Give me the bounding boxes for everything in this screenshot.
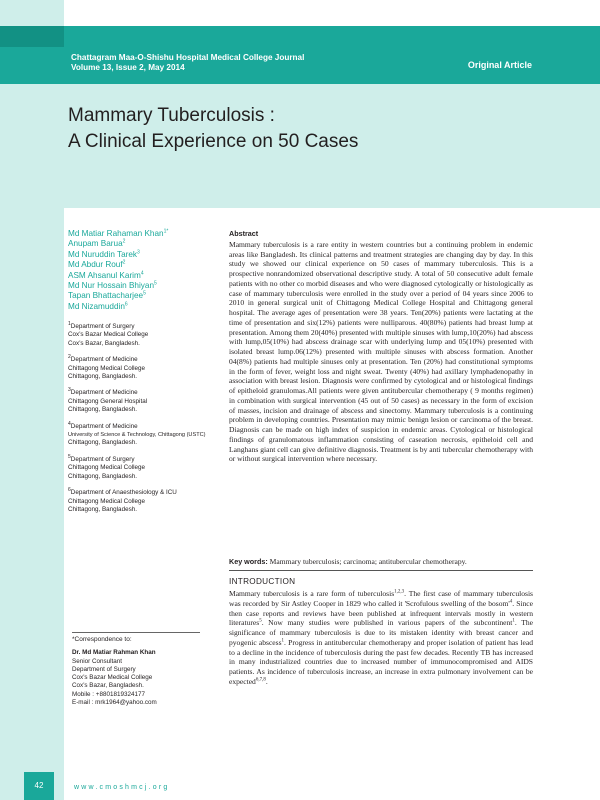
affiliation-list (68, 320, 206, 522)
keywords-divider (229, 570, 533, 571)
website-link[interactable]: www.cmoshmcj.org (74, 784, 170, 791)
author-name: Md Nuruddin Tarek$^3$ (68, 249, 140, 259)
journal-name: Chattagram Maa-O-Shishu Hospital Medical College Journal (71, 53, 305, 62)
correspondence-line: Cox's Bazar, Bangladesh. (72, 682, 144, 690)
introduction-section (229, 589, 533, 687)
correspondence-line: Senior Consultant (72, 657, 123, 665)
paper-title (68, 103, 358, 155)
affiliation: $^4$Department of Medicine University of Science & Technology, Chittagong (USTC) Chittagong, Bangladesh. (68, 420, 206, 447)
author-name: Md Nur Hossain Bhiyan$^5$ (68, 280, 157, 291)
affiliation: $^5$Department of Surgery Chittagong Medical College Chittagong, Bangladesh. (68, 453, 146, 480)
article-type-label: Original Article (467, 60, 532, 70)
affiliation: $^3$Department of Medicine Chittagong General Hospital Chittagong, Bangladesh. (68, 387, 148, 414)
corner-tab (0, 26, 64, 47)
abstract-text: Mammary tuberculosis is a rare entity in western countries but a continuing problem in endemic areas like Bangladesh. Its clinical patterns and treatment strategies are changing day by day. In this study we showed our clinical experience on 50 cases of mammary tuberculosis. This is a prospective nonrandomized observational descriptive study. A total of 50 consecutive adult female patients with no other co morbid diseases and who were diagnosed cytologically or histologically as case of mammary tuberculosis were enrolled in the study over a period of 04 years since 2006 to 2010 in general surgical unit of Chittagong Medical College Hospital and Chittagong general hospital. The average ages of presentation were 38 years. Ten(20%) patients were lactating at the time of presentation and six(12%) patients were nulliparous. 40(80%) patients had breast lump at presentation. Among them 20(40%) presented with multiple sinuses with lump,10(20%) had abscess with lump,05(10%) had abscess drainage scar with underlying lump and 05(10%) presented with isolated breast lump.06(12%) presented with multiple sinuses with abscess formation. Another 04(8%) patients had multiple sinuses only at presentation. Ten (20%) had constitutional symptoms in the form of fever, weight loss and night sweat. Twenty (40%) had axillary lymphadenopathy in association with breast lesion. Diagnosis were confirmed by cytological and or histological findings of epitheloid granulomas.All patients were given antitubercular chemotherapy ( 9 months regimen) in combination with surgical intervention (45 out of 50 cases) as necessary in the form of excision of masses, incision and drainage of abscess and sinectomy. Mammary tuberculosis is a continuing problem in developing countries. Presentation may mimic benign lesion or carcinoma of the breast. Diagnosis can be made on high index of suspicion in endemic areas. Cytological or histological findings of granulomatous inflammation consisting of caseation necrosis, epitheloid cell and Langhans giant cell can give definitive diagnosis. Treatment is by anti tubercular chemotherapy with or without surgical intervention where necessary. (229, 239, 533, 464)
affiliation: $^6$Department of Anaesthesiology & ICU Chittagong Medical College Chittagong, Bangladesh. (68, 487, 177, 513)
abstract-heading: Abstract (229, 229, 259, 238)
page-number: 42 (24, 772, 54, 800)
title-line-1: Mammary Tuberculosis : (68, 105, 275, 126)
correspondence-block (72, 636, 157, 707)
introduction-text: Mammary tuberculosis is a rare form of tuberculosis$^{1,2,3}$. The first case of mammary tuberculosis was recorded by Sir Astley Cooper in 1829 who called it 'Scrofulous swelling of the $bosom'^4$. Since then case reports and reviews have been published at infrequent intervals mostly in western literatures$^5$. Now many studies were published in various papers of the subcontinent$^1$. The significance of mammary tuberculosis is due to its mistaken identity with breast cancer and pyogenic abscess$^1$. Progress in antitubercular chemotherapy and proper isolation of patient has lead to a decline in the incidence of tuberculosis during the past few decades. Recently TB has increased in many industrialized countries due to increased number of immunocompromised and AIDS patients. As incidence of tuberculosis increase, an increase in extra pulmonary involvement can be expected$^{6,7,8}$. (229, 589, 534, 686)
side-bar (0, 0, 64, 800)
author-list (68, 229, 168, 312)
correspondence-line: Department of Surgery (72, 665, 136, 673)
correspondence-divider (72, 632, 200, 633)
author-name: Md Abdur Rouf$^2$ (68, 259, 126, 270)
abstract-section (229, 229, 533, 464)
author-name: ASM Ahsanul Karim$^4$ (68, 269, 144, 280)
keywords-text: Mammary tuberculosis; carcinoma; antitubercular chemotherapy. (269, 557, 467, 566)
affiliation: $^2$Department of Medicine Chittagong Medical College Chittagong, Bangladesh. (68, 354, 146, 381)
affiliation: $^1$Department of Surgery Cox's Bazar Medical College Cox's Bazar, Bangladesh. (68, 320, 149, 347)
correspondence-name: Dr. Md Matiar Rahman Khan (72, 649, 156, 657)
journal-info (71, 53, 304, 73)
correspondence-mobile: Mobile : +8801819324177 (72, 690, 146, 698)
author-name: Anupam Barua$^2$ (68, 238, 126, 249)
journal-issue: Volume 13, Issue 2, May 2014 (71, 63, 185, 72)
correspondence-label: *Correspondence to: (72, 636, 132, 643)
author-name: Tapan Bhattacharjee$^5$ (68, 290, 146, 301)
keywords-line (229, 557, 533, 566)
title-line-2: A Clinical Experience on 50 Cases (68, 131, 359, 152)
correspondence-line: Cox's Bazar Medical College (72, 674, 153, 682)
keywords-label: Key words: (229, 557, 268, 566)
author-name: Md Nizamuddin$^6$ (68, 301, 128, 311)
author-name: Md Matiar Rahaman Khan$^{1*}$ (68, 228, 169, 238)
introduction-heading: INTRODUCTION (229, 577, 296, 586)
correspondence-email: E-mail : mrk1964@yahoo.com (72, 699, 157, 707)
